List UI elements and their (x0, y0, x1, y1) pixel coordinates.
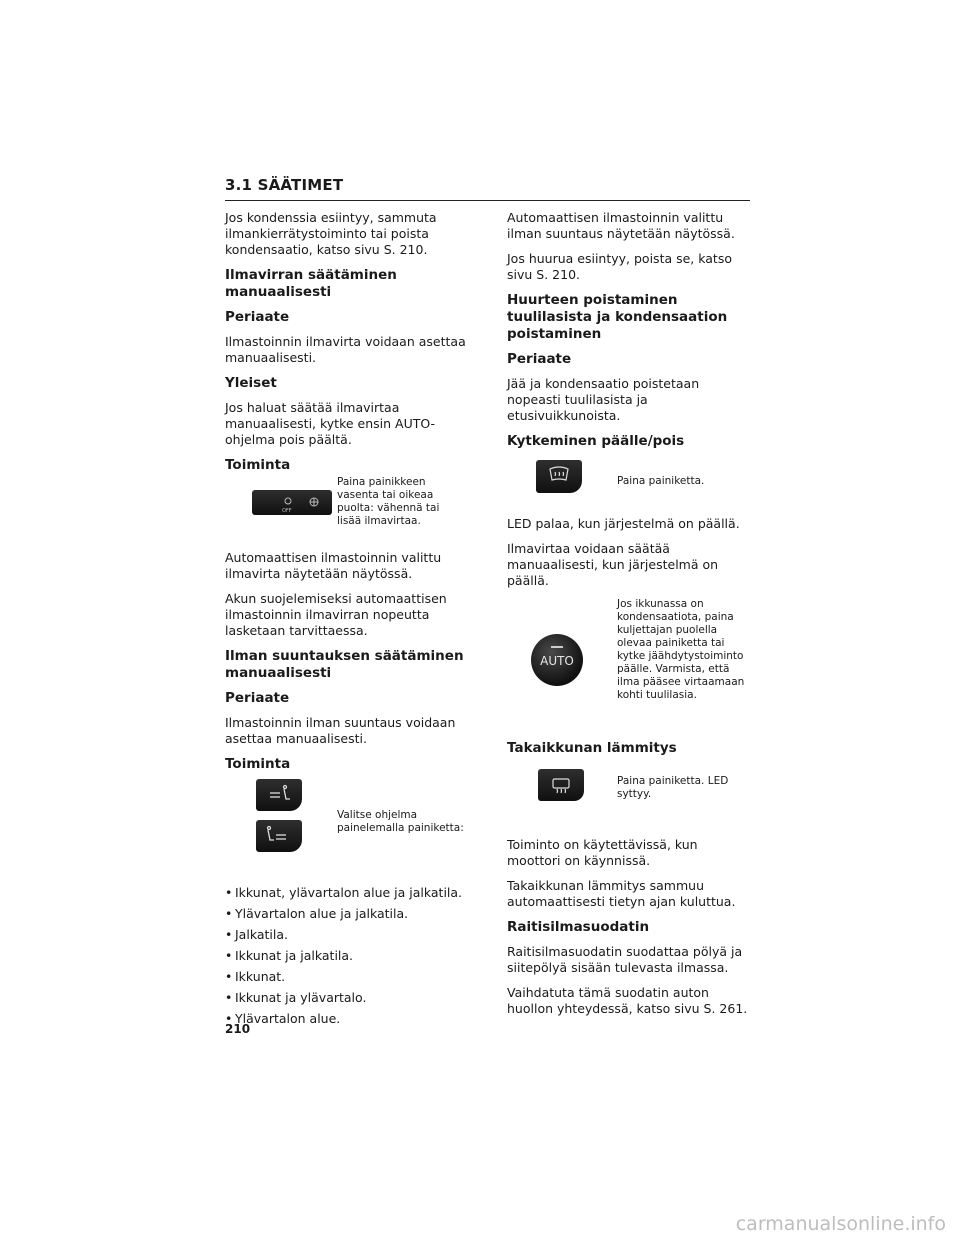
heading-general: Yleiset (225, 375, 277, 391)
windshield-defrost-icon (536, 460, 582, 493)
filter-text-1: Raitisilmasuodatin suodattaa pölyä ja siitepölyä sisään tulevasta ilmassa. (507, 944, 743, 975)
fan-caption: Paina painikkeen vasenta tai oikeaa puolta: vähennä tai lisää ilmavirtaa. (337, 476, 440, 527)
principle-2-text: Ilmastoinnin ilman suuntaus voidaan asettaa manuaalisesti. (225, 715, 456, 746)
fan-button-figure (225, 476, 470, 540)
fan-speed-button (252, 490, 332, 515)
filter-text-2: Vaihdatuta tämä suodatin auton huollon yhteydessä, katso sivu S. 261. (507, 985, 748, 1016)
list-item: • Ylävartalon alue. (225, 1011, 470, 1027)
heading-defrost: Huurteen poistaminen tuulilasista ja kondensaation poistaminen (507, 292, 728, 342)
auto-caption: Jos ikkunassa on kondensaatiota, paina kuljettajan puolella olevaa painiketta tai kytke jäähdytystoiminto päälle. Varmista, että ilma pääsee virtaamaan kohti tuulilasia. (617, 598, 745, 701)
rear-engine-text: Toiminto on käytettävissä, kun moottori on käynnissä. (507, 837, 698, 868)
list-item: • Jalkatila. (225, 927, 470, 943)
list-item: • Ylävartalon alue ja jalkatila. (225, 906, 470, 922)
fan-off-label: OFF (282, 508, 292, 514)
heading-function-2: Toiminta (225, 756, 291, 772)
auto-label: AUTO (540, 654, 574, 668)
rear-caption: Paina painiketta. LED syttyy. (617, 775, 729, 800)
condensation-paragraph: Jos kondenssia esiintyy, sammuta ilmankierrätystoiminto tai poista kondensaatio, katso sivu S. 210. (225, 210, 437, 257)
heading-rear-window: Takaikkunan lämmitys (507, 740, 677, 756)
list-item: • Ikkunat, ylävartalon alue ja jalkatila. (225, 885, 470, 901)
list-item: • Ikkunat ja ylävartalo. (225, 990, 470, 1006)
auto-airflow-shown: Automaattisen ilmastoinnin valittu ilmavirta näytetään näytössä. (225, 550, 442, 581)
defrost-caption: Paina painiketta. (617, 475, 705, 487)
heading-air-direction: Ilman suuntauksen säätäminen manuaalisesti (225, 648, 464, 681)
list-item: • Ikkunat. (225, 969, 470, 985)
auto-led-indicator (551, 646, 563, 648)
heading-microfilter: Raitisilmasuodatin (507, 919, 650, 935)
heading-principle-3: Periaate (507, 351, 572, 367)
air-direction-lower-icon (256, 820, 302, 852)
air-direction-upper-icon (256, 779, 302, 811)
heading-function-1: Toiminta (225, 457, 291, 473)
windshield-defrost-button (536, 460, 582, 493)
led-text: LED palaa, kun järjestelmä on päällä. (507, 516, 740, 531)
rear-auto-text: Takaikkunan lämmitys sammuu automaattisesti tietyn ajan kuluttua. (507, 878, 736, 909)
rear-window-heating-icon (538, 769, 584, 801)
heading-manual-airflow: Ilmavirran säätäminen manuaalisesti (225, 267, 397, 300)
general-text: Jos haluat säätää ilmavirtaa manuaalisesti, kytke ensin AUTO-ohjelma pois päältä. (225, 400, 436, 447)
air-direction-programs-list (225, 885, 470, 1027)
fog-text: Jos huurua esiintyy, poista se, katso sivu S. 210. (507, 251, 732, 282)
section-title: 3.1 SÄÄTIMET (225, 176, 344, 194)
air-direction-lower-button (256, 820, 302, 852)
principle-1-text: Ilmastoinnin ilmavirta voidaan asettaa manuaalisesti. (225, 334, 466, 365)
air-direction-upper-button (256, 779, 302, 811)
fan-icon (252, 490, 332, 515)
direction-button-figure (225, 775, 470, 875)
right-column (507, 210, 752, 1026)
auto-button (531, 634, 583, 686)
direction-caption: Valitse ohjelma painelemalla painiketta: (337, 809, 464, 834)
auto-button-figure (507, 598, 752, 734)
principle-3-text: Jää ja kondensaatio poistetaan nopeasti tuulilasista ja etusivuikkunoista. (507, 376, 700, 423)
direction-shown-text: Automaattisen ilmastoinnin valittu ilman suuntaus näytetään näytössä. (507, 210, 735, 241)
heading-principle-1: Periaate (225, 309, 290, 325)
heading-principle-2: Periaate (225, 690, 290, 706)
left-column (225, 210, 470, 1032)
list-item: • Ikkunat ja jalkatila. (225, 948, 470, 964)
header-rule (225, 200, 750, 201)
rear-defrost-figure (507, 765, 752, 827)
rear-window-heating-button (538, 769, 584, 801)
page-number: 210 (225, 1022, 251, 1036)
defrost-button-figure (507, 458, 752, 506)
watermark: carmanualsonline.info (735, 1213, 946, 1235)
battery-protect-text: Akun suojelemiseksi automaattisen ilmastoinnin ilmavirran nopeutta lasketaan tarvittaessa. (225, 591, 447, 638)
airflow-manual-text: Ilmavirtaa voidaan säätää manuaalisesti, kun järjestelmä on päällä. (507, 541, 719, 588)
heading-on-off: Kytkeminen päälle/pois (507, 433, 685, 449)
